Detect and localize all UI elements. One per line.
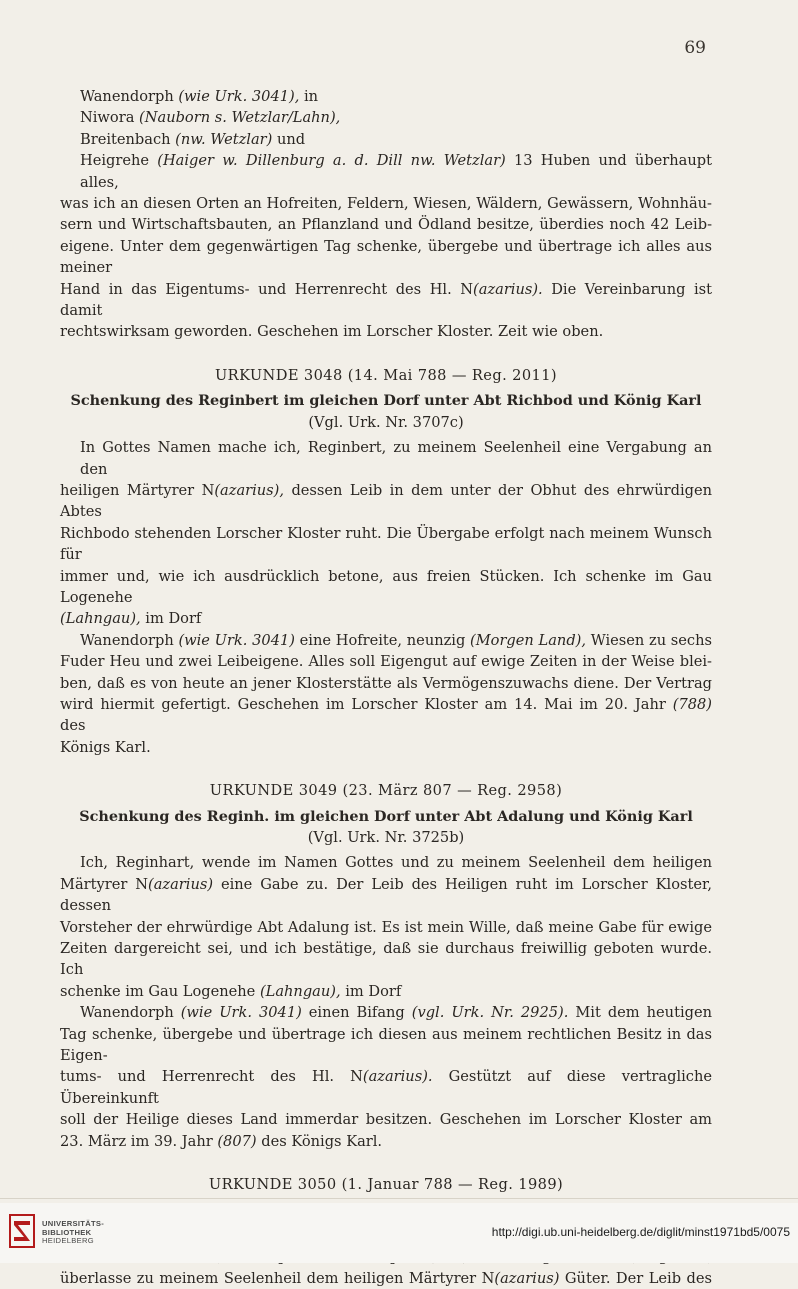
text-line: was ich an diesen Orten an Hofreiten, Feldern, Wiesen, Wäldern, Gewässern, Wohnhäu- <box>60 195 712 213</box>
text-line: eigene. Unter dem gegenwärtigen Tag schenke, übergebe und übertrage ich alles aus meiner <box>60 237 712 277</box>
library-name-line: HEIDELBERG <box>42 1236 94 1246</box>
text-line: wird hiermit gefertigt. Geschehen im Lorscher Kloster am 14. Mai im 20. Jahr (788) des <box>60 695 712 735</box>
text-line: (Lahngau), im Dorf <box>60 610 202 628</box>
university-library-logo-icon <box>8 1213 36 1249</box>
text-line: immer und, wie ich ausdrücklich betone, aus freien Stücken. Ich schenke im Gau Logenehe <box>60 567 712 606</box>
text-line: Zeiten dargereicht sei, und ich bestätige, daß sie durchaus freiwillig geboten wurde. Ich <box>60 940 712 979</box>
text-line: Richbodo stehenden Lorscher Kloster ruht. Die Übergabe erfolgt nach meinem Wunsch für <box>60 524 712 564</box>
text-line: Tag schenke, übergebe und übertrage ich diesen aus meinem rechtlichen Besitz in das Eigen- <box>60 1025 712 1065</box>
document-body <box>60 86 712 1289</box>
text-line: Niwora (Nauborn s. Wetzlar/Lahn), <box>80 109 341 127</box>
text-line: sern und Wirtschaftsbauten, an Pflanzland und Ödland besitze, überdies noch 42 Leib- <box>60 216 712 234</box>
text-line: tums- und Herrenrecht des Hl. N(azarius). Gestützt auf diese vertragliche Übereinkunft <box>60 1068 712 1107</box>
page-number: 69 <box>684 38 706 58</box>
text-line: Vorsteher der ehrwürdige Abt Adalung ist. Es ist mein Wille, daß meine Gabe für ewige <box>60 918 712 936</box>
document-section-3048 <box>60 365 712 758</box>
library-name-line: BIBLIOTHEK <box>42 1227 92 1237</box>
text-line: Wanendorph (wie Urk. 3041) eine Hofreite, neunzig (Morgen Land), Wiesen zu sechs <box>80 631 712 649</box>
text-line: soll der Heilige dieses Land immerdar besitzen. Geschehen im Lorscher Kloster am <box>60 1111 712 1129</box>
text-line: Hand in das Eigentums- und Herrenrecht des Hl. N(azarius). Die Vereinbarung ist damit <box>60 280 712 320</box>
text-line: schenke im Gau Logenehe (Lahngau), im Dorf <box>60 982 402 1000</box>
section-reference: (Vgl. Urk. Nr. 3707c) <box>308 413 464 431</box>
text-line: Breitenbach (nw. Wetzlar) und <box>80 130 306 148</box>
text-line: rechtswirksam geworden. Geschehen im Lorscher Kloster. Zeit wie oben. <box>60 323 604 341</box>
text-line: 23. März im 39. Jahr (807) des Königs Karl. <box>60 1132 383 1150</box>
footer-bar <box>0 1203 798 1263</box>
text-line: überlasse zu meinem Seelenheil dem heiligen Märtyrer N(azarius) Güter. Der Leib des <box>60 1269 712 1287</box>
source-url-link[interactable]: http://digi.ub.uni-heidelberg.de/diglit/minst1971bd5/0075 <box>491 1225 790 1239</box>
text-line: Wanendorph (wie Urk. 3041) einen Bifang (vgl. Urk. Nr. 2925). Mit dem heutigen <box>80 1004 712 1022</box>
section-title: Schenkung des Reginbert im gleichen Dorf unter Abt Richbod und König Karl <box>70 392 702 410</box>
text-line: Heigrehe (Haiger w. Dillenburg a. d. Dill nw. Wetzlar) 13 Huben und überhaupt alles, <box>80 152 712 191</box>
document-section-3049 <box>60 780 712 1152</box>
text-line: Fuder Heu und zwei Leibeigene. Alles soll Eigengut auf ewige Zeiten in der Weise blei- <box>60 653 712 671</box>
footer-divider <box>0 1198 798 1199</box>
library-name-line: UNIVERSITÄTS- <box>42 1219 105 1228</box>
section-heading: URKUNDE 3049 (23. März 807 — Reg. 2958) <box>209 782 563 800</box>
text-line: Märtyrer N(azarius) eine Gabe zu. Der Leib des Heiligen ruht im Lorscher Kloster, dessen <box>60 875 712 915</box>
section-body <box>60 437 712 758</box>
section-reference: (Vgl. Urk. Nr. 3725b) <box>307 829 465 846</box>
text-line: Ich, Reginhart, wende im Namen Gottes und zu meinem Seelenheil dem heiligen <box>80 854 712 872</box>
text-line: Königs Karl. <box>60 738 151 756</box>
intro-paragraph <box>60 86 712 343</box>
section-title: Schenkung des Reginh. im gleichen Dorf unter Abt Adalung und König Karl <box>79 807 693 825</box>
section-body <box>60 852 712 1152</box>
text-line: heiligen Märtyrer N(azarius), dessen Leib in dem unter der Obhut des ehrwürdigen Abtes <box>60 481 712 521</box>
text-line: In Gottes Namen mache ich, Reginbert, zu meinem Seelenheil eine Vergabung an den <box>80 439 712 478</box>
section-heading: URKUNDE 3048 (14. Mai 788 — Reg. 2011) <box>214 366 557 384</box>
text-line: ben, daß es von heute an jener Klosterstätte als Vermögenszuwachs diene. Der Vertrag <box>60 674 712 692</box>
text-line: Wanendorph (wie Urk. 3041), in <box>80 88 319 105</box>
section-heading: URKUNDE 3050 (1. Januar 788 — Reg. 1989) <box>208 1176 564 1194</box>
library-name <box>42 1220 104 1246</box>
